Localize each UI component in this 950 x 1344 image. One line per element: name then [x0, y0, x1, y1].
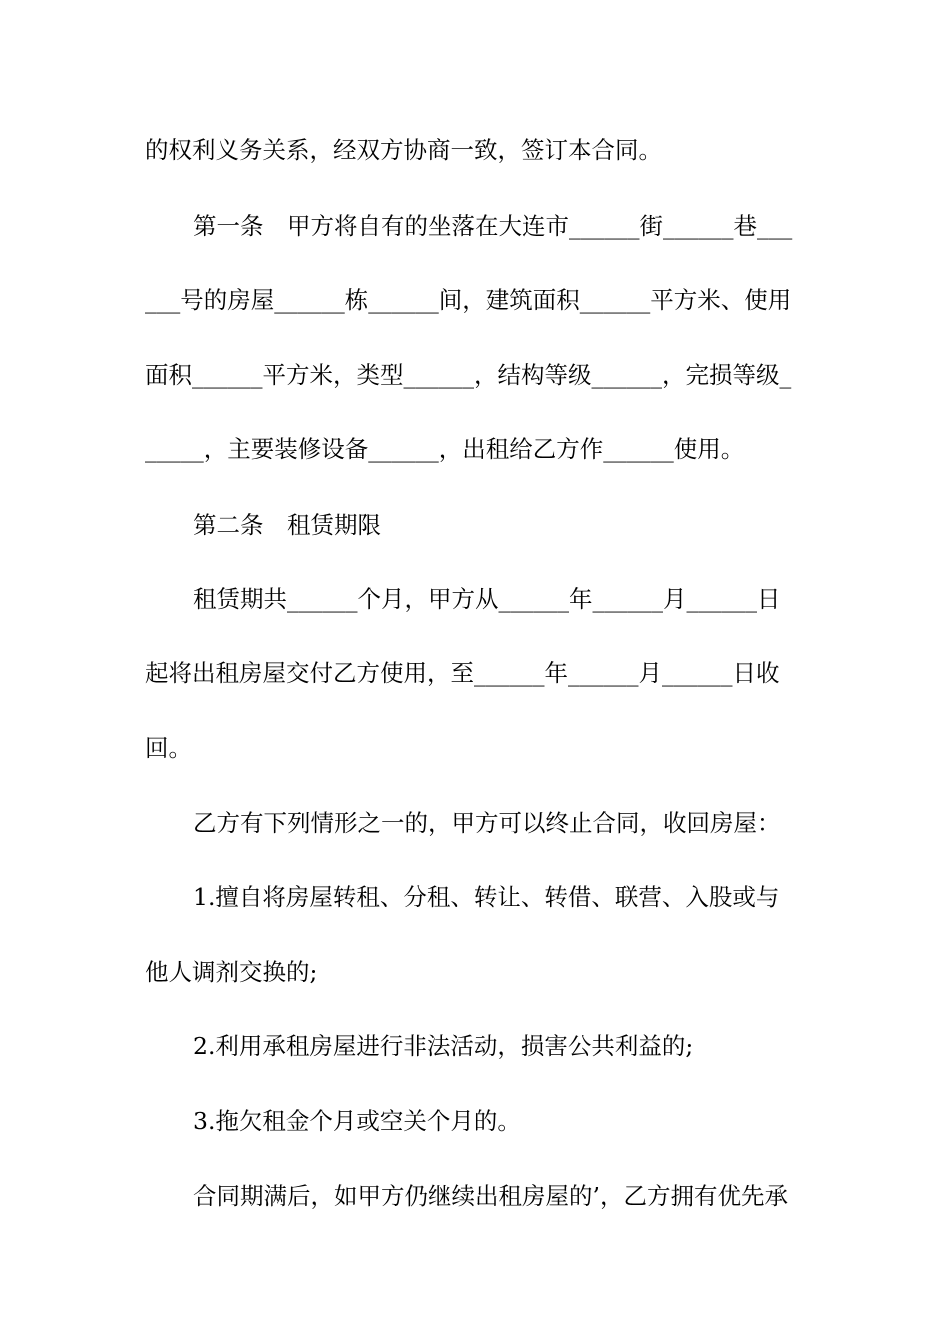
article-1-line-3: 面积______平方米，类型______，结构等级______，完损等级_: [145, 361, 792, 389]
termination-intro: 乙方有下列情形之一的，甲方可以终止合同，收回房屋：: [193, 809, 781, 837]
article-1-line-4: _____，主要装修设备______，出租给乙方作______使用。: [145, 435, 745, 463]
article-1-line-2: ___号的房屋______栋______间，建筑面积______平方米、使用: [145, 286, 792, 314]
termination-item-1-line-2: 他人调剂交换的;: [145, 958, 318, 986]
lease-term-line-3: 回。: [145, 734, 192, 762]
lease-term-line-1: 租赁期共______个月，甲方从______年______月______日: [193, 585, 781, 613]
termination-item-2: 2.利用承租房屋进行非法活动，损害公共利益的;: [193, 1032, 694, 1060]
renewal-priority-line: 合同期满后，如甲方仍继续出租房屋的’，乙方拥有优先承: [193, 1182, 788, 1210]
article-1-line-1: 第一条 甲方将自有的坐落在大连市______街______巷___: [193, 212, 793, 240]
article-2-heading: 第二条 租赁期限: [193, 511, 381, 539]
paragraph-line-1: 的权利义务关系，经双方协商一致，签订本合同。: [145, 136, 662, 164]
lease-term-line-2: 起将出租房屋交付乙方使用，至______年______月______日收: [145, 659, 780, 687]
termination-item-3: 3.拖欠租金个月或空关个月的。: [193, 1107, 521, 1135]
termination-item-1-line-1: 1.擅自将房屋转租、分租、转让、转借、联营、入股或与: [193, 883, 780, 911]
